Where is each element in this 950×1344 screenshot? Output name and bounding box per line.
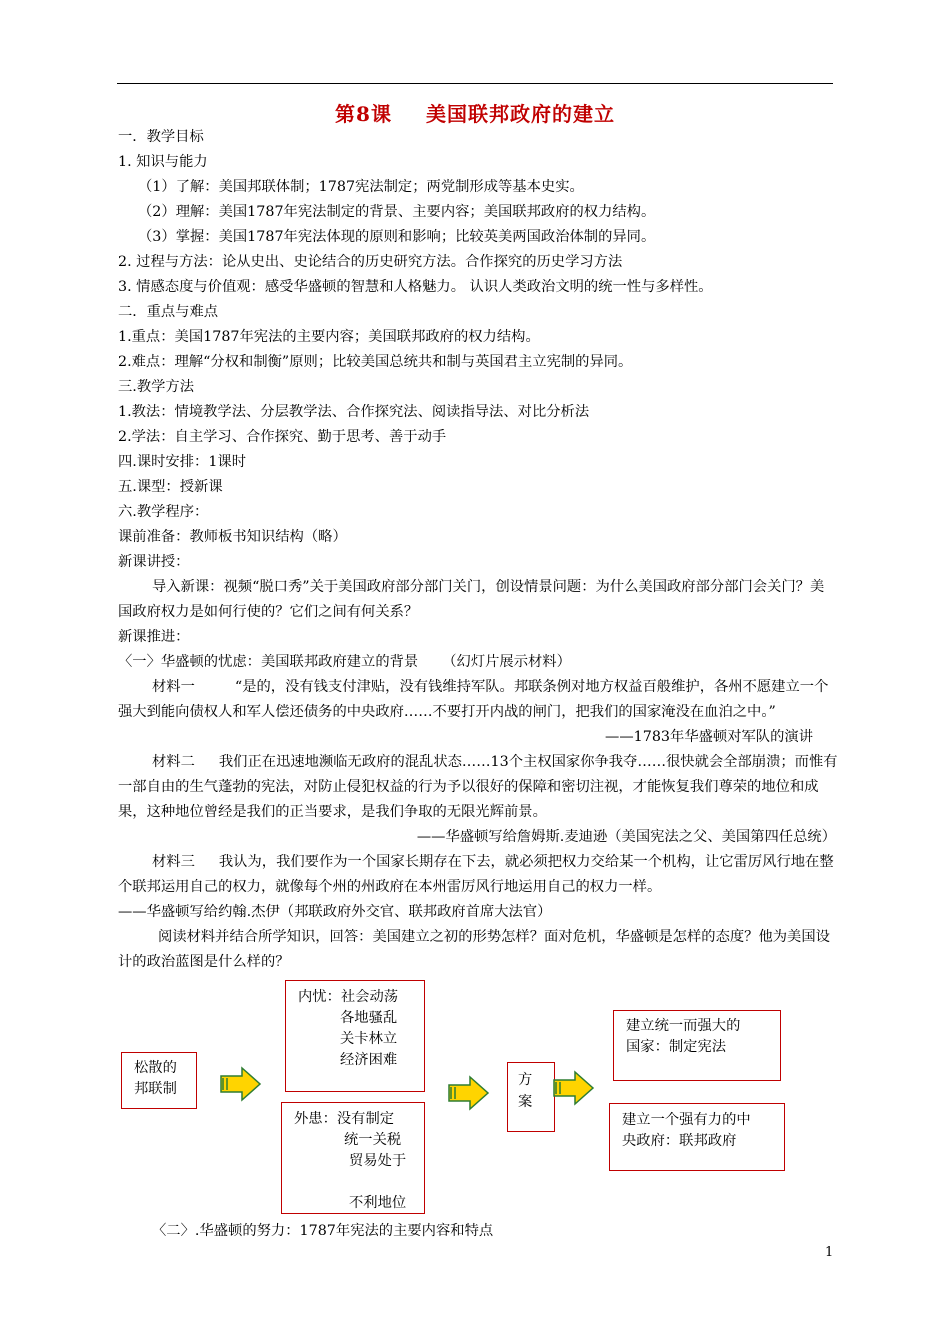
paragraph: 2. 过程与方法：论从史出、史论结合的历史研究方法。合作探究的历史学习方法 [118,254,623,270]
arrow-right-icon [220,1066,262,1102]
paragraph: 1.教法：情境教学法、分层教学法、合作探究法、阅读指导法、对比分析法 [118,404,590,420]
document-body [118,125,838,975]
box-line: 建立统一而强大的 [626,1018,741,1034]
paragraph: 1.重点：美国1787年宪法的主要内容；美国联邦政府的权力结构。 [118,329,540,345]
material-label: 材料二 [152,754,195,770]
box-line: 松散的 [134,1060,177,1076]
material-source: ——华盛顿写给约翰.杰伊（邦联政府外交官、联邦政府首席大法官） [118,904,552,920]
page-number: 1 [825,1245,834,1260]
central-government-box [609,1103,785,1171]
box-line: 外患：没有制定 [294,1111,395,1127]
box-line: 经济困难 [340,1052,398,1068]
objective-item: （1）了解：美国邦联体制；1787宪法制定；两党制形成等基本史实。 [138,179,584,195]
section-heading: 三.教学方法 [118,379,195,395]
lesson-number: 第8课 [335,102,392,126]
intro-paragraph: 导入新课：视频“脱口秀”关于美国政府部分部门关门，创设情景问题：为什么美国政府部分部门会关门？美国政府权力是如何行使的？它们之间有何关系？ [118,579,825,620]
paragraph: 新课推进： [118,629,190,645]
section-heading: 四.课时安排：1课时 [118,454,247,470]
sub-section-note: （幻灯片展示材料） [442,654,571,670]
material-source: ——华盛顿写给詹姆斯.麦迪逊（美国宪法之父、美国第四任总统） [416,829,836,845]
sub-section-heading [118,650,838,675]
box-line [294,1172,424,1193]
box-line: 国家：制定宪法 [626,1039,727,1055]
box-line: 统一关税 [344,1132,402,1148]
paragraph: 课前准备：教师板书知识结构（略） [118,529,347,545]
box-line: 不利地位 [349,1195,407,1211]
section-heading: 五.课型：授新课 [118,479,223,495]
box-line: 方 [518,1072,533,1088]
objective-item: （2）理解：美国1787年宪法制定的背景、主要内容；美国联邦政府的权力结构。 [138,204,656,220]
box-line: 贸易处于 [349,1153,407,1169]
material-source: ——1783年华盛顿对军队的演讲 [605,729,813,745]
header-rule [117,83,833,84]
section-heading: 二．重点与难点 [118,304,219,320]
plan-box [507,1062,555,1132]
page-title [0,98,950,127]
next-section-heading: 〈二〉.华盛顿的努力：1787年宪法的主要内容和特点 [152,1223,494,1239]
objective-item: （3）掌握：美国1787年宪法体现的原则和影响；比较英美两国政治体制的异同。 [138,229,656,245]
material-three [118,850,838,900]
material-text: “是的，没有钱支付津贴，没有钱维持军队。邦联条例对地方权益百般维护，各州不愿建立一个强大到能向债权人和军人偿还债务的中央政府……不要打开内战的闸门，把我们的国家淹没在血泊之中。” [118,679,829,720]
paragraph: 2.难点：理解“分权和制衡”原则；比较美国总统共和制与英国君主立宪制的异同。 [118,354,633,370]
sub-section-title: 〈一〉华盛顿的忧虑：美国联邦政府建立的背景 [118,654,419,670]
question-paragraph: 阅读材料并结合所学知识，回答：美国建立之初的形势怎样？面对危机，华盛顿是怎样的态度？他为美国设计的政治蓝图是什么样的？ [118,929,830,970]
heading-objectives: 一．教学目标 [118,129,204,145]
material-text: 我们正在迅速地濒临无政府的混乱状态……13个主权国家你争我夺……很快就会全部崩溃；而惟有一部自由的生气蓬勃的宪法，对防止侵犯权益的行为予以很好的保障和密切注视，才能恢复我们尊荣的地位和成果，这种地位曾经是我们的正当要求，是我们争取的无限光辉前景。 [118,754,838,820]
lesson-name: 美国联邦政府的建立 [425,102,615,126]
box-line: 央政府：联邦政府 [622,1133,737,1149]
box-line: 内忧：社会动荡 [298,989,399,1005]
box-line: 关卡林立 [340,1031,398,1047]
box-line: 邦联制 [134,1081,177,1097]
paragraph: 3. 情感态度与价值观：感受华盛顿的智慧和人格魅力。 认识人类政治文明的统一性与多样性。 [118,279,713,295]
material-one [118,675,838,725]
box-line: 案 [518,1094,533,1110]
material-label: 材料一 [152,679,195,695]
arrow-right-icon [553,1070,595,1106]
paragraph: 2.学法：自主学习、合作探究、勤于思考、善于动手 [118,429,447,445]
section-heading: 六.教学程序： [118,504,209,520]
sub-heading: 1. 知识与能力 [118,154,208,170]
box-line: 各地骚乱 [340,1010,398,1026]
loose-confederation-box [121,1052,197,1109]
box-line: 建立一个强有力的中 [622,1112,751,1128]
paragraph: 新课讲授： [118,554,190,570]
internal-troubles-box [285,980,425,1092]
external-threats-box [281,1102,425,1214]
material-two [118,750,838,825]
material-text: 我认为，我们要作为一个国家长期存在下去，就必须把权力交给某一个机构，让它雷厉风行地在整个联邦运用自己的权力，就像每个州的州政府在本州雷厉风行地运用自己的权力一样。 [118,854,834,895]
material-label: 材料三 [152,854,195,870]
unified-state-box [613,1010,781,1081]
arrow-right-icon [448,1075,490,1111]
